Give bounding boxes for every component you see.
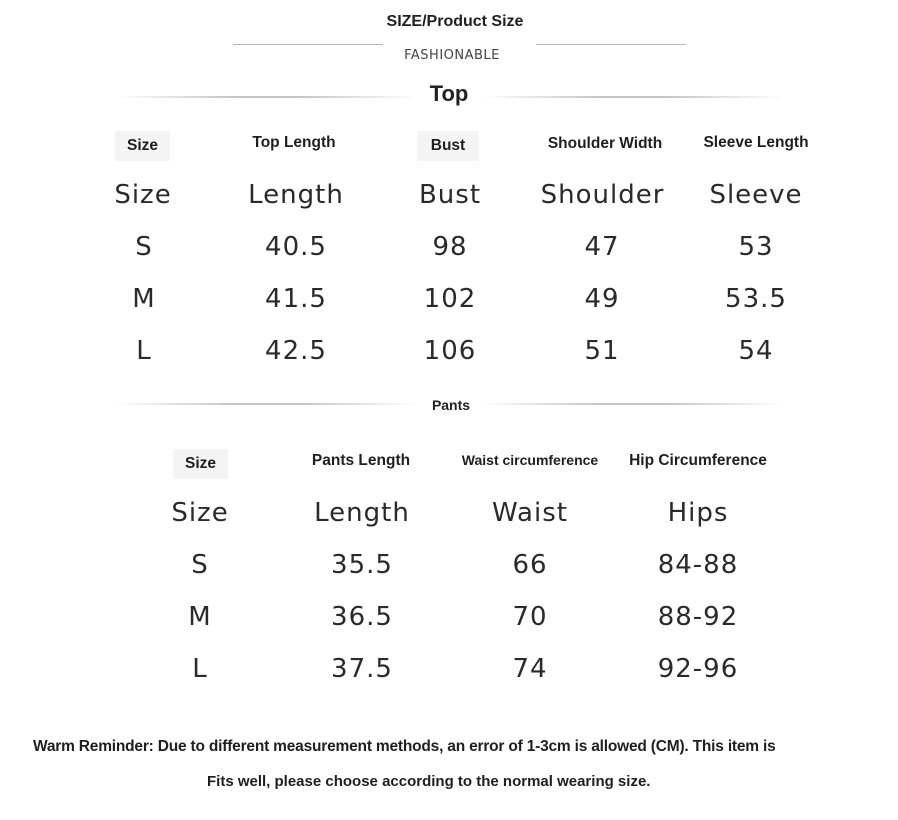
pants-row-s-waist: 66 [512,550,548,580]
top-row-s-shoulder: 47 [584,232,620,262]
pants-rule-left [115,403,418,405]
header-rule-right [536,44,686,45]
top-en-length: Length [248,180,344,210]
pants-rule-right [481,403,784,405]
pants-header-waist: Waist circumference [461,452,599,468]
pants-header-hip: Hip Circumference [629,452,767,469]
page-title: SIZE/Product Size [386,13,524,30]
pants-en-hips: Hips [667,498,729,528]
pants-row-l-waist: 74 [512,654,548,684]
pants-en-length: Length [314,498,410,528]
top-row-l-size: L [136,336,152,366]
top-row-l-sleeve: 54 [738,336,774,366]
top-en-bust: Bust [418,180,482,210]
pants-row-m-hips: 88-92 [657,602,739,632]
pants-row-l-hips: 92-96 [657,654,739,684]
top-row-m-bust: 102 [423,284,477,314]
top-rule-right [481,96,784,98]
top-row-m-length: 41.5 [265,284,327,314]
pants-row-m-length: 36.5 [331,602,393,632]
pants-row-s-length: 35.5 [331,550,393,580]
pants-row-s-hips: 84-88 [657,550,739,580]
pants-row-m-waist: 70 [512,602,548,632]
top-header-top-length: Top Length [252,134,336,151]
pants-row-l-size: L [192,654,208,684]
header-rule-left [233,44,383,45]
top-en-size: Size [114,180,172,210]
top-header-size: Size [115,131,170,161]
pants-row-m-size: M [188,602,212,632]
top-row-m-size: M [132,284,156,314]
pants-section-title: Pants [431,397,471,413]
reminder-line-1: Warm Reminder: Due to different measurement methods, an error of 1-3cm is allowed (CM). This item is [33,738,776,755]
top-row-l-length: 42.5 [265,336,327,366]
pants-header-size: Size [173,449,228,479]
top-row-m-shoulder: 49 [584,284,620,314]
top-row-s-length: 40.5 [265,232,327,262]
top-row-s-size: S [135,232,153,262]
pants-header-pants-length: Pants Length [311,452,411,469]
reminder-line-2: Fits well, please choose according to the normal wearing size. [207,773,651,790]
top-row-s-sleeve: 53 [738,232,774,262]
top-header-shoulder-width: Shoulder Width [547,135,663,152]
top-rule-left [115,96,418,98]
pants-en-size: Size [171,498,229,528]
top-header-bust: Bust [417,131,479,161]
top-en-shoulder: Shoulder [540,180,665,210]
pants-row-l-length: 37.5 [331,654,393,684]
top-en-sleeve: Sleeve [709,180,803,210]
pants-row-s-size: S [191,550,209,580]
top-row-l-shoulder: 51 [584,336,620,366]
top-row-m-sleeve: 53.5 [725,284,787,314]
top-row-s-bust: 98 [432,232,468,262]
top-header-sleeve-length: Sleeve Length [703,134,809,151]
pants-en-waist: Waist [492,498,568,528]
top-row-l-bust: 106 [423,336,477,366]
top-section-title: Top [429,81,469,106]
page-subtitle: FASHIONABLE [404,48,500,63]
